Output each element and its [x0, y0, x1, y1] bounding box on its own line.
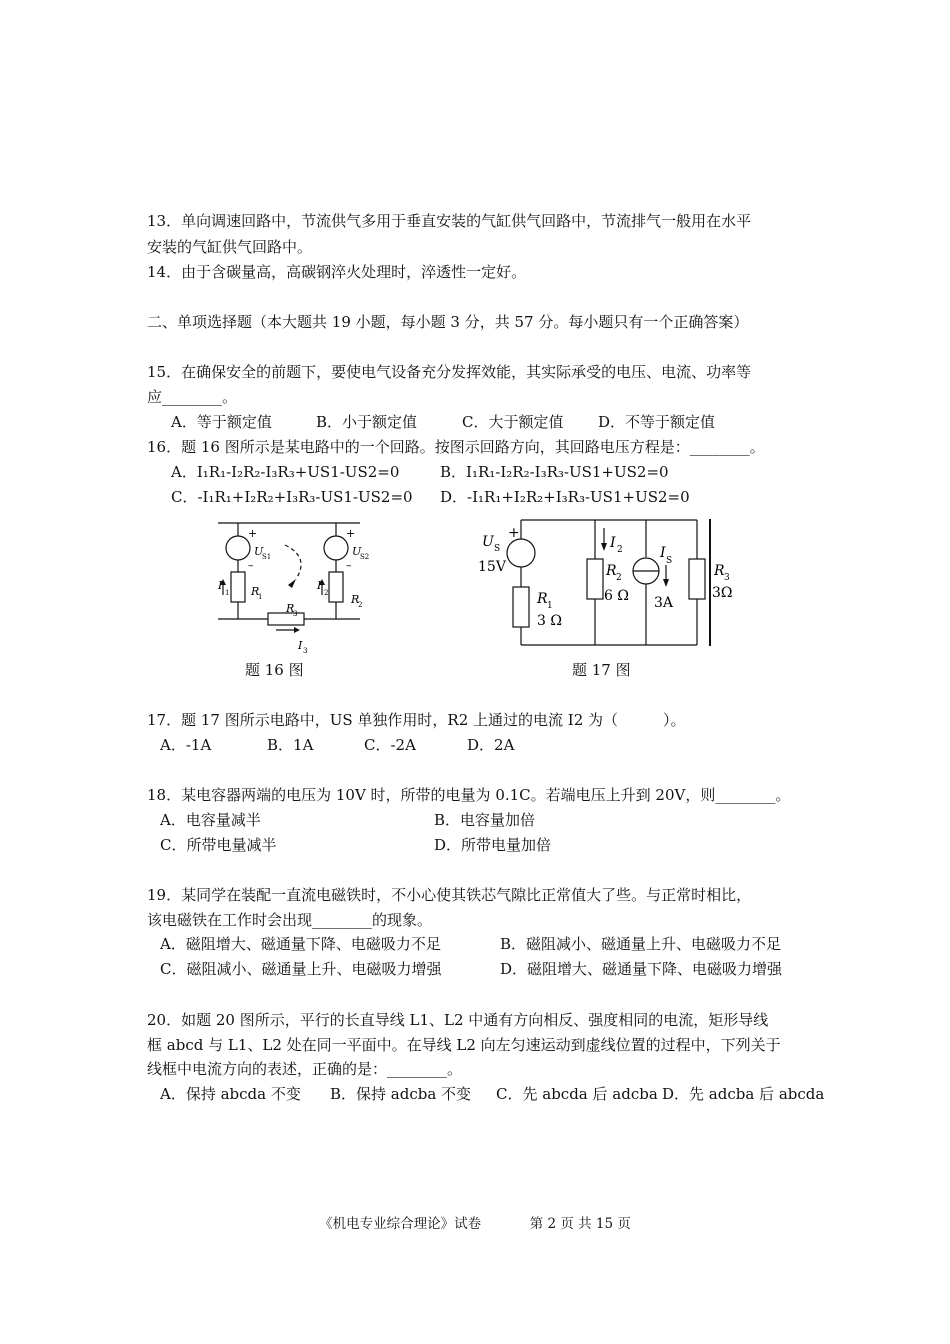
- q20-option-d: D．先 adcba 后 abcda: [662, 1085, 825, 1103]
- fig17-is-label: I: [660, 545, 666, 561]
- section-2-title: 二、单项选择题（本大题共 19 小题，每小题 3 分，共 57 分。每小题只有一个正确答案）: [147, 313, 749, 331]
- q18-option-a: A．电容量减半: [160, 811, 261, 829]
- footer-title: 《机电专业综合理论》试卷: [319, 1216, 482, 1232]
- q20-option-c: C．先 abcda 后 adcba: [496, 1085, 658, 1103]
- q20-option-a: A．保持 abcda 不变: [160, 1085, 301, 1103]
- fig17-i2-label: I: [610, 535, 616, 551]
- fig17-r2-label: R: [606, 563, 617, 579]
- fig17-us-sub: S: [494, 544, 501, 554]
- footer-page-number: 第 2 页 共 15 页: [529, 1216, 631, 1232]
- fig16-r1-label: R: [251, 585, 260, 598]
- q17-option-c: C．-2A: [364, 736, 416, 754]
- fig17-r3-sub: 3: [724, 573, 730, 583]
- q18-option-b: B．电容量加倍: [434, 811, 536, 829]
- q16-option-b: B．I₁R₁-I₂R₂-I₃R₃-US1+US2=0: [440, 463, 669, 481]
- q19-option-d: D．磁阻增大、磁通量下降、电磁吸力增强: [500, 960, 783, 978]
- fig16-r3-label: R: [286, 602, 295, 615]
- q15-option-b: B．小于额定值: [316, 413, 418, 431]
- fig17-plus: +: [508, 525, 520, 541]
- fig17-us-value: 15V: [478, 559, 506, 575]
- q20-line2: 框 abcd 与 L1、L2 处在同一平面中。在导线 L2 向左匀速运动到虚线位置的过程中，下列关于: [147, 1036, 781, 1054]
- fig16-plus-2: +: [346, 527, 356, 540]
- fig16-r3-sub: 3: [293, 610, 298, 618]
- q19-option-b: B．磁阻减小、磁通量上升、电磁吸力不足: [500, 935, 782, 953]
- q18-option-d: D．所带电量加倍: [434, 836, 552, 854]
- fig17-r1-value: 3 Ω: [537, 613, 562, 629]
- fig17-is-value: 3A: [654, 595, 674, 611]
- q18-stem: 18．某电容器两端的电压为 10V 时，所带的电量为 0.1C。若端电压上升到 20V，则________。: [147, 786, 791, 804]
- q16-option-d: D．-I₁R₁+I₂R₂+I₃R₃-US1+US2=0: [440, 488, 690, 506]
- q17-stem: 17．题 17 图所示电路中，US 单独作用时，R2 上通过的电流 I2 为（ ）。: [147, 711, 686, 729]
- fig17-r2-sub: 2: [616, 573, 622, 583]
- page-footer: [0, 1212, 950, 1232]
- q20-line1: 20．如题 20 图所示，平行的长直导线 L1、L2 中通有方向相反、强度相同的电流，矩形导线: [147, 1011, 769, 1029]
- q20-option-b: B．保持 adcba 不变: [330, 1085, 472, 1103]
- fig16-i3-sub: 3: [303, 647, 308, 655]
- q15-line1: 15．在确保安全的前题下，要使电气设备充分发挥效能，其实际承受的电压、电流、功率等: [147, 363, 752, 381]
- q18-option-c: C．所带电量减半: [160, 836, 277, 854]
- fig16-minus-1: –: [248, 559, 254, 572]
- fig17-r3-label: R: [714, 563, 725, 579]
- figure-16-circuit: [210, 515, 390, 655]
- q15-line2: 应________。: [147, 388, 238, 406]
- q13-line2: 安装的气缸供气回路中。: [147, 238, 313, 256]
- fig16-r2-sub: 2: [358, 601, 363, 609]
- q14-text: 14．由于含碳量高，高碳钢淬火处理时，淬透性一定好。: [147, 263, 527, 281]
- fig17-r3-value: 3Ω: [712, 585, 733, 601]
- fig16-r2-label: R: [351, 593, 360, 606]
- q15-option-c: C．大于额定值: [462, 413, 564, 431]
- q13-line1: 13．单向调速回路中，节流供气多用于垂直安装的气缸供气回路中，节流排气一般用在水平: [147, 212, 752, 230]
- fig17-is-sub: S: [666, 556, 673, 566]
- fig16-minus-2: –: [346, 559, 352, 572]
- fig16-us1-sub: S1: [262, 553, 272, 561]
- q19-option-c: C．磁阻减小、磁通量上升、电磁吸力增强: [160, 960, 442, 978]
- q16-option-a: A．I₁R₁-I₂R₂-I₃R₃+US1-US2=0: [171, 463, 400, 481]
- fig16-plus-1: +: [248, 527, 258, 540]
- fig16-us2-label: U: [352, 545, 362, 558]
- fig16-us1-label: U: [254, 545, 264, 558]
- q15-option-d: D．不等于额定值: [598, 413, 716, 431]
- fig16-i3-label: I: [298, 639, 303, 652]
- q19-option-a: A．磁阻增大、磁通量下降、电磁吸力不足: [160, 935, 441, 953]
- q16-option-c: C．-I₁R₁+I₂R₂+I₃R₃-US1-US2=0: [171, 488, 413, 506]
- fig17-i2-sub: 2: [617, 545, 623, 555]
- q15-option-a: A．等于额定值: [171, 413, 272, 431]
- figure-17-circuit: [470, 515, 750, 655]
- q16-stem: 16．题 16 图所示是某电路中的一个回路。按图示回路方向，其回路电压方程是：________。: [147, 438, 765, 456]
- fig16-us2-sub: S2: [360, 553, 370, 561]
- fig16-r1-sub: 1: [258, 593, 263, 601]
- fig17-r2-value: 6 Ω: [604, 588, 629, 604]
- figure-17-caption: 题 17 图: [572, 661, 631, 679]
- fig17-r1-sub: 1: [547, 601, 553, 611]
- fig16-i2-label: I: [317, 579, 322, 592]
- fig17-us-label: U: [482, 534, 494, 550]
- q17-option-b: B．1A: [267, 736, 314, 754]
- q19-line1: 19．某同学在装配一直流电磁铁时，不小心使其铁芯气隙比正常值大了些。与正常时相比，: [147, 886, 752, 904]
- q17-option-d: D．2A: [467, 736, 515, 754]
- fig16-i1-sub: 1: [225, 589, 230, 597]
- fig16-i2-sub: 2: [324, 589, 329, 597]
- figure-16-caption: 题 16 图: [245, 661, 304, 679]
- fig17-r1-label: R: [537, 591, 548, 607]
- q17-option-a: A．-1A: [160, 736, 212, 754]
- q19-line2: 该电磁铁在工作时会出现________的现象。: [147, 911, 433, 929]
- fig16-i1-label: I: [218, 579, 223, 592]
- q20-line3: 线框中电流方向的表述，正确的是：________。: [147, 1060, 463, 1078]
